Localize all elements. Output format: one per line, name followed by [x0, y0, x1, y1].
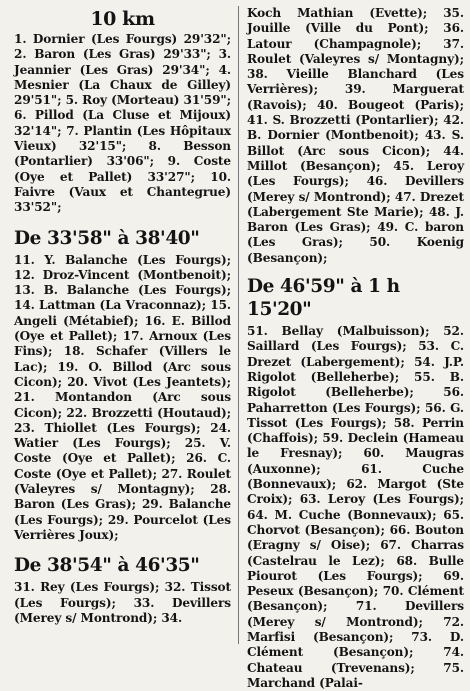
right-column [239, 6, 464, 690]
section-heading-38-54: De 38'54" à 46'35" [14, 555, 200, 577]
results-11-to-30: 11. Y. Balanche (Les Fourgs); 12. Droz-Vincent (Montbenoit); 13. B. Balanche (Les Fourgs); 14. Lattman (La Vraconnaz); 15. Angeli (Métabief); 16. E. Billod (Oye et Pallet); 17. Arnoux (Les Fins); 18. Schafer (Villers le Lac); 19. O. Billod (Arc sous Cicon); 20. Vivot (Les Jeantets); 21. Montandon (Arc sous Cicon); 22. Brozzetti (Houtaud); 23. Thiollet (Les Fourgs); 24. Watier (Les Fourgs); 25. V. Coste (Oye et Pallet); 26. C. Coste (Oye et Pallet); 27. Roulet (Valeyres s/ Montagny); 28. Baron (Les Gras); 29. Balanche (Les Fourgs); 29. Pourcelot (Les Verrières Joux); [14, 252, 231, 542]
results-31-to-34: 31. Rey (Les Fourgs); 32. Tissot (Les Fourgs); 33. Devillers (Merey s/ Montrond); 34. [14, 580, 231, 625]
section-heading-33-58: De 33'58" à 38'40" [14, 227, 200, 249]
results-34-to-50: Koch Mathian (Evette); 35. Jouille (Ville du Pont); 36. Latour (Champagnole); 37. Roulet (Valeyres s/ Montagny); 38. Vieille Blanchard (Les Verrières); 39. Marguerat (Ravois); 40. Bougeot (Paris); 41. S. Brozzetti (Pontarlier); 42. B. Dornier (Montbenoit); 43. S. Billot (Arc sous Cicon); 44. Millot (Besançon); 45. Leroy (Les Fourgs); 46. Devillers (Merey s/ Montrond); 47. Drezet (Labergement Ste Marie); 48. J. Baron (Les Gras); 49. C. baron (Les Gras); 50. Koenig (Besançon); [247, 6, 464, 265]
section-heading-46-59: De 46'59" à 1 h 15'20" [247, 276, 400, 321]
results-51-to-75: 51. Bellay (Malbuisson); 52. Saillard (Les Fourgs); 53. C. Drezet (Labergement); 54. J.P. Rigolot (Belleherbe); 55. B. Rigolot (Belleherbe); 56. Paharretton (Les Fourgs); 56. G. Tissot (Les Fourgs); 58. Perrin (Chaffois); 59. Declein (Hameau le Fresnay); 60. Maugras (Auxonne); 61. Cuche (Bonnevaux); 62. Margot (Ste Croix); 63. Leroy (Les Fourgs); 64. M. Cuche (Bonnevaux); 65. Chorvot (Besançon); 66. Bouton (Eragny s/ Oise); 67. Charras (Castelrau le Lez); 68. Bulle Piourot (Les Fourgs); 69. Peseux (Besançon); 70. Clément (Besançon); 71. Devillers (Merey s/ Montrond); 72. Marfisi (Besançon); 73. D. Clément (Besançon); 74. Chateau (Trevenans); 75. Marchand (Palai- [247, 324, 464, 690]
section-heading-10km: 10 km [90, 8, 155, 30]
left-column [14, 6, 239, 644]
results-1-to-10: 1. Dornier (Les Fourgs) 29'32"; 2. Baron (Les Gras) 29'33"; 3. Jeannier (Les Gras) 29'34"; 4. Mesnier (La Chaux de Gilley) 29'51"; 5. Roy (Morteau) 31'59"; 6. Pillod (La Cluse et Mijoux) 32'14"; 7. Plantin (Les Hôpitaux Vieux) 32'15"; 8. Besson (Pontarlier) 33'06"; 9. Coste (Oye et Pallet) 33'27"; 10. Faivre (Vaux et Chantegrue) 33'52"; [14, 32, 231, 215]
